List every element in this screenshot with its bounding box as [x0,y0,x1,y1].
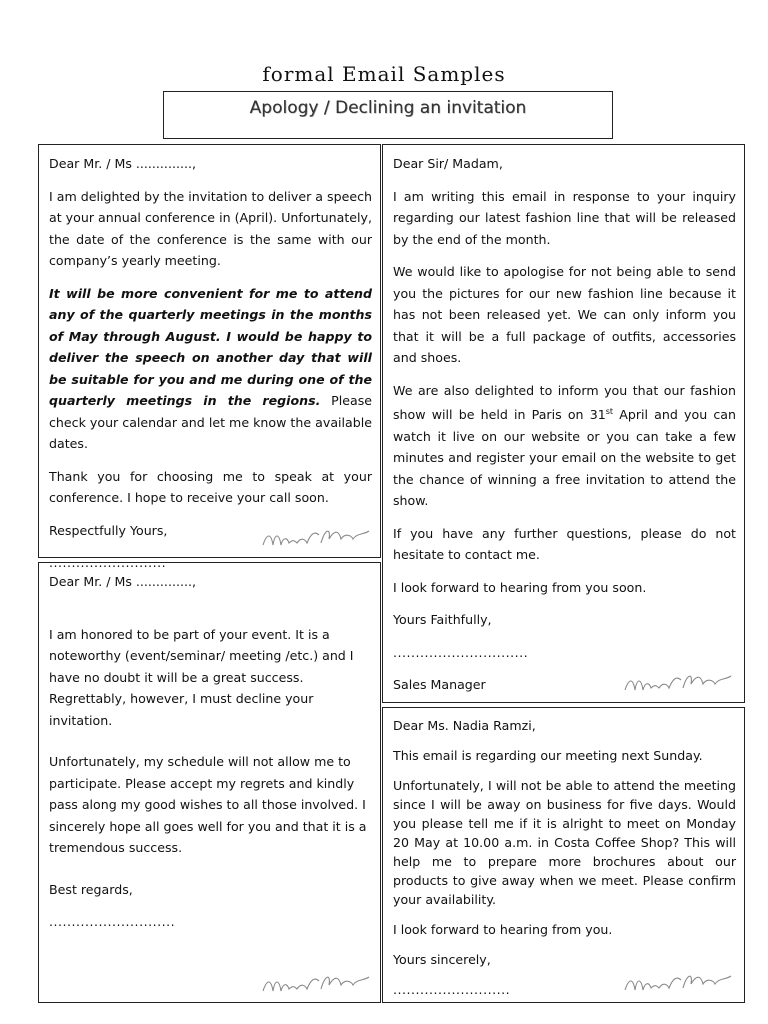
email1-signature-line: .......................... [49,555,167,570]
signature-image [259,515,379,555]
email1-paragraph-3: Thank you for choosing me to speak at your conference. I hope to receive your call soon. [49,468,372,505]
email3-signoff: Sales Manager [393,677,486,693]
subtitle-box [163,91,613,139]
email4-paragraph-3: I look forward to hearing from you. [393,922,613,937]
email4-paragraph-1: This email is regarding our meeting next Sunday. [393,748,703,763]
email3-salutation: Dear Sir/ Madam, [393,156,503,171]
email3-paragraph-3 [393,380,736,512]
email1-paragraph-2-emphasis: It will be more convenient for me to attend any of the quarterly meetings in the months of May through August. I would be happy to deliver the speech on another day that will be suitable for you and me during one of the quarterly meetings in the regions. [49,285,372,408]
email1-salutation: Dear Mr. / Ms .............., [49,156,196,171]
email2-paragraph-1: I am honored to be part of your event. It is a noteworthy (event/seminar/ meeting /etc.) and I have no doubt it will be a great success. Regrettably, however, I must decline your invitation. [49,626,354,728]
email3-paragraph-2: We would like to apologise for not being able to send you the pictures for our new fashion line because it has not been released yet. We can only inform you that it will be a full package of outfits, accessories and shoes. [393,264,736,365]
email3-paragraph-3-end: April and you can watch it live on our website or you can take a few minutes and register your email on the website to get the chance of winning a free invitation to attend the show. [393,407,736,509]
email2-paragraph-2: Unfortunately, my schedule will not allow me to participate. Please accept my regrets and kindly pass along my good wishes to all those involved. I sincerely hope all goes well for you and that it is a tremendous success. [49,754,367,855]
signature-icon [621,960,741,1000]
email1-paragraph-1: I am delighted by the invitation to deliver a speech at your annual conference in (April). Unfortunately, the date of the conference is the same with our company’s yearly meeting. [49,188,372,268]
page-title: formal Email Samples [262,62,506,86]
email1-paragraph-2-rest: Please check your calendar and let me know the available dates. [49,393,373,451]
email3-paragraph-4: If you have any further questions, please do not hesitate to contact me. [393,525,736,563]
email4-salutation: Dear Ms. Nadia Ramzi, [393,718,536,733]
email2-signature-line: ............................ [49,914,176,929]
email3-signature-line: .............................. [393,644,529,660]
signature-image [621,660,741,700]
page-subtitle: Apology / Declining an invitation [249,98,527,118]
email3-ordinal-suffix: st [605,407,614,416]
email4-paragraph-2: Unfortunately, I will not be able to attend the meeting since I will be away on business for five days. Would you please tell me if it is alright to meet on Monday 20 May at 10.00 a.m. in Costa Coffee Shop? This will help me to prepare more brochures about our products to give away when we meet. Please confirm your availability. [393,778,736,907]
email1-closing: Respectfully Yours, [49,522,168,538]
email4-signature-line: .......................... [393,982,511,997]
signature-icon [259,961,379,1001]
email-sample-2 [38,562,381,1003]
email-sample-3 [382,144,745,703]
email3-paragraph-3-start: We are also delighted to inform you that our fashion show will be held in Paris on 31 [393,382,736,423]
email-sample-4 [382,707,745,1003]
email3-closing: Yours Faithfully, [393,612,492,628]
email4-closing: Yours sincerely, [393,952,491,967]
signature-icon [621,660,741,700]
signature-icon [259,515,379,555]
email-sample-1 [38,144,381,570]
email1-paragraph-2 [49,283,372,455]
email2-salutation: Dear Mr. / Ms .............., [49,574,196,589]
email3-paragraph-1: I am writing this email in response to your inquiry regarding our latest fashion line that will be released by the end of the month. [393,188,736,247]
email2-closing: Best regards, [49,881,133,897]
signature-image [621,960,741,1000]
email3-paragraph-5: I look forward to hearing from you soon. [393,579,647,595]
signature-image [259,961,379,1001]
